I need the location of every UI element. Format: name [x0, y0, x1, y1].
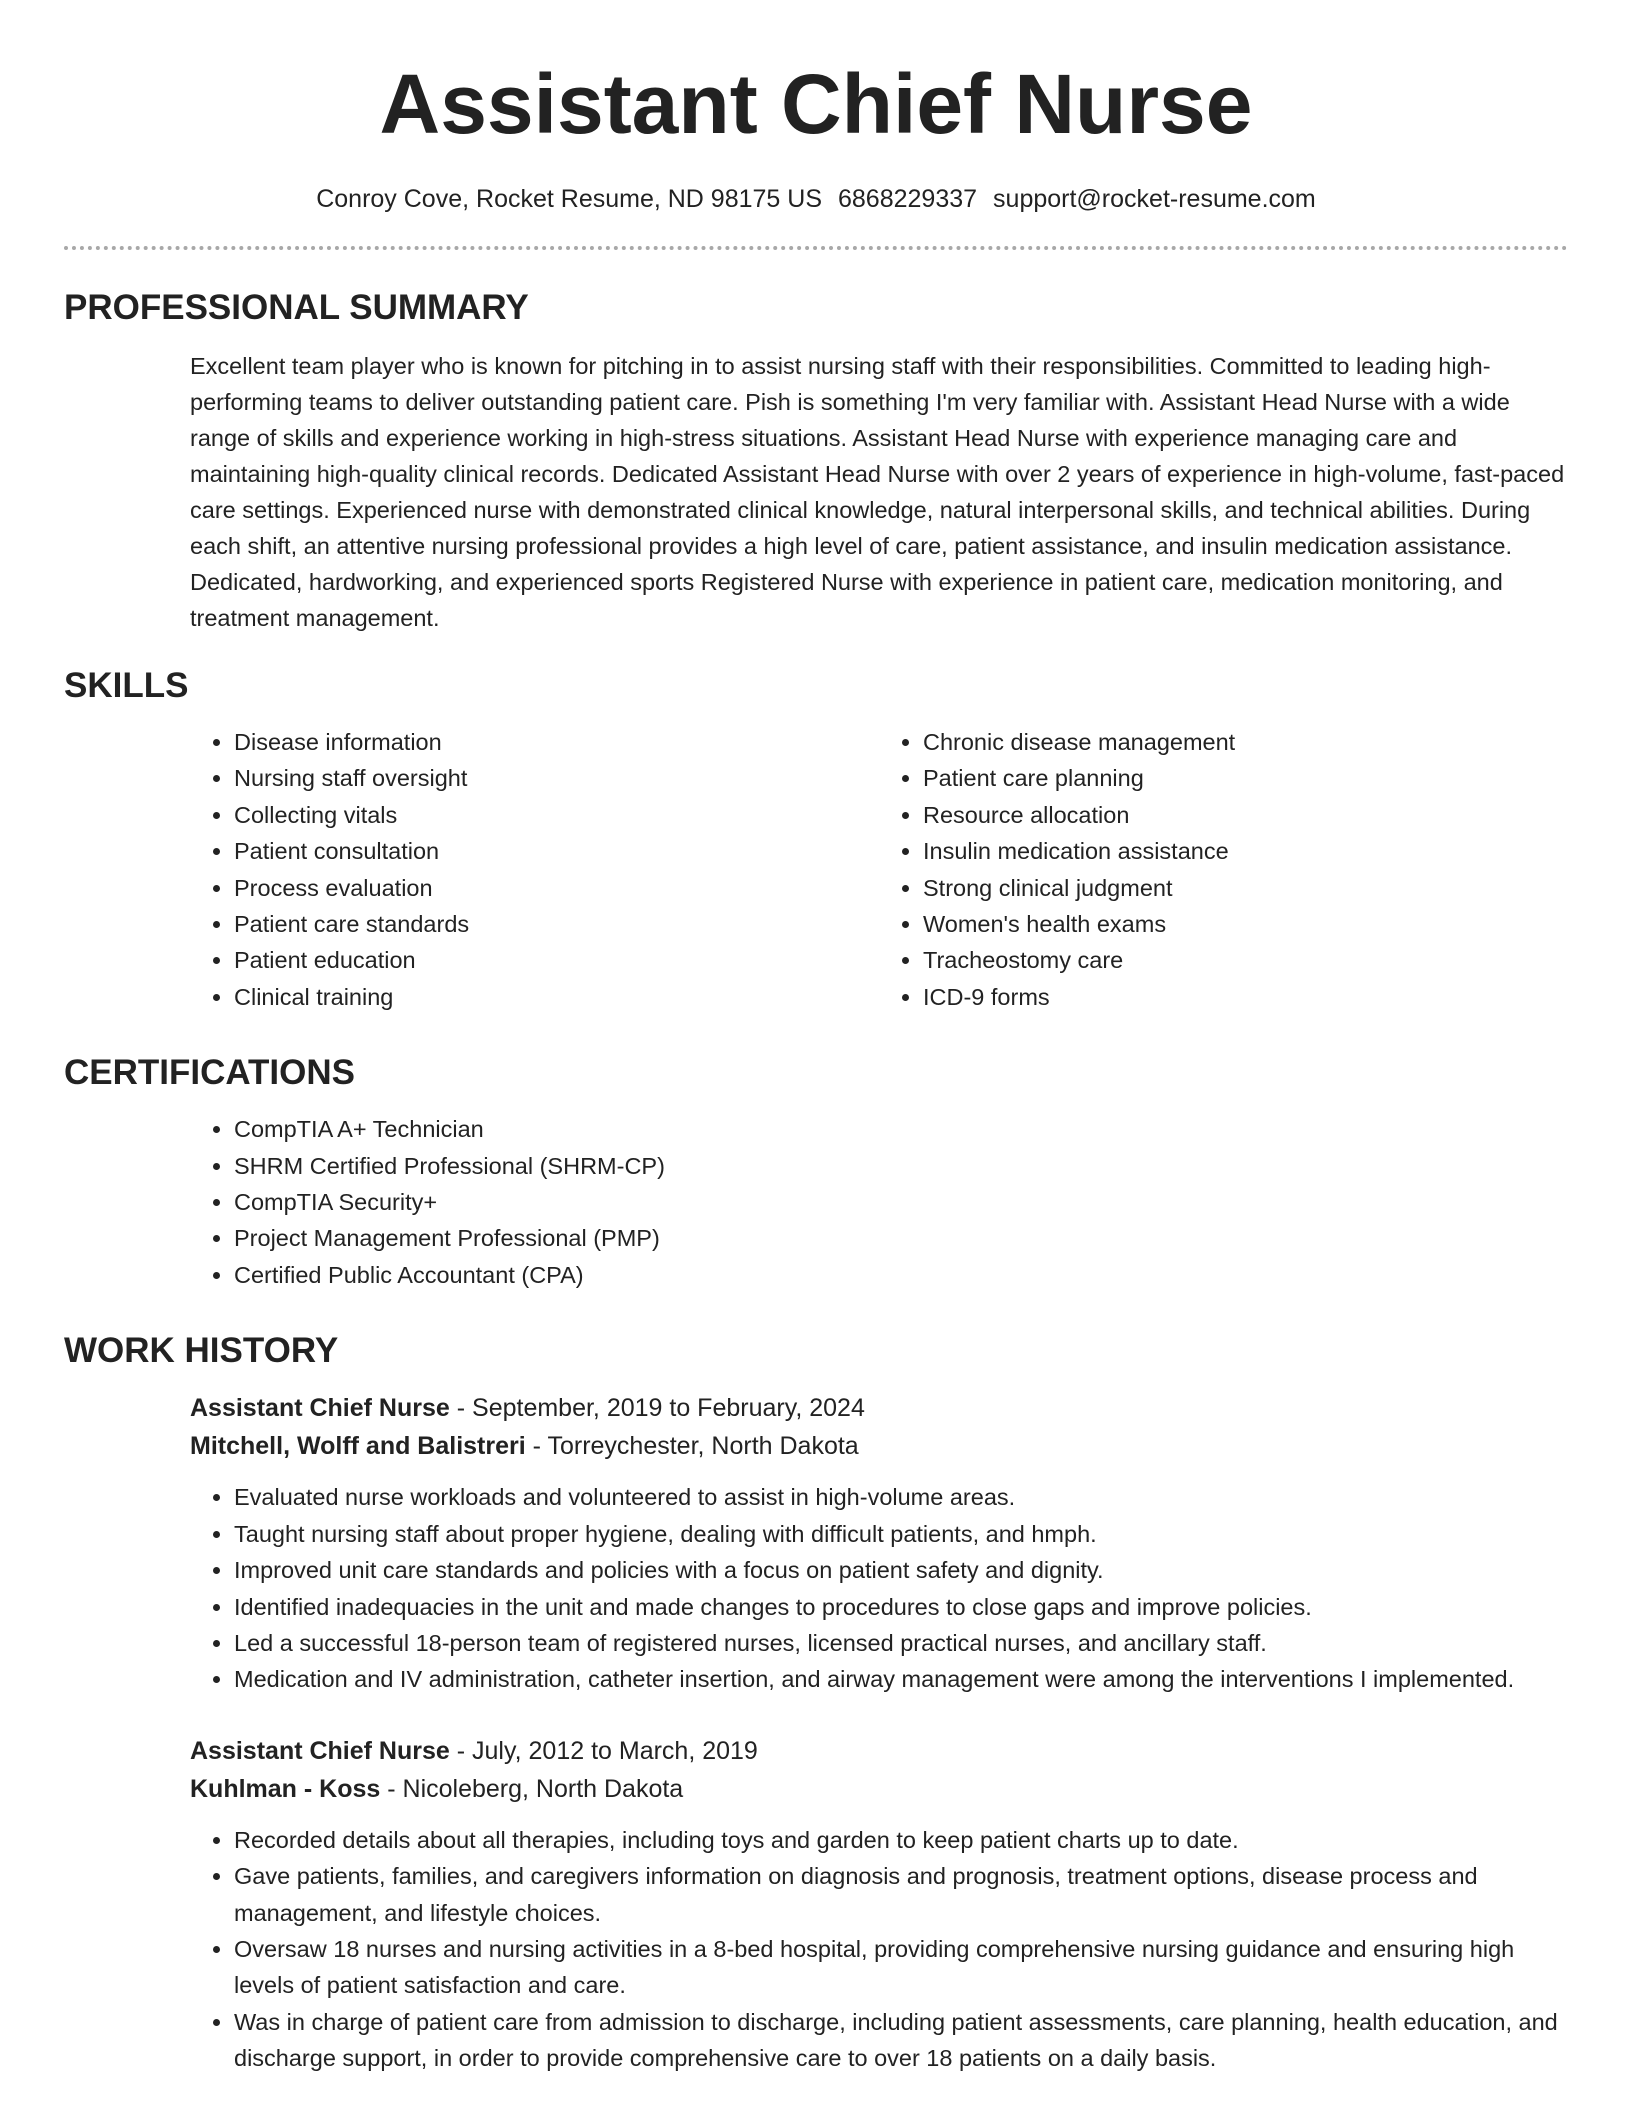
skill-item: • ICD-9 forms [923, 979, 1568, 1015]
certification-item: • CompTIA Security+ [234, 1184, 1568, 1220]
job-bullet: • Taught nursing staff about proper hygiene, dealing with difficult patients, and hmph. [234, 1516, 1568, 1552]
job-bullet: • Recorded details about all therapies, including toys and garden to keep patient charts up to date. [234, 1822, 1568, 1858]
skill-item: • Disease information [234, 724, 879, 760]
job-bullets [190, 1479, 1568, 1697]
section-work-history [64, 1329, 1568, 2076]
job-bullet: • Identified inadequacies in the unit and made changes to procedures to close gaps and improve policies. [234, 1589, 1568, 1625]
job-entry [190, 1732, 1568, 2077]
job-location: - Torreychester, North Dakota [525, 1432, 859, 1461]
skill-item: • Patient care standards [234, 906, 879, 942]
section-professional-summary [64, 286, 1568, 636]
job-company-line [190, 1427, 1568, 1465]
contact-email[interactable]: support@rocket-resume.com [993, 185, 1316, 213]
job-title-line [190, 1732, 1568, 1770]
section-certifications [64, 1051, 1568, 1293]
contact-line [64, 182, 1568, 216]
job-company: Mitchell, Wolff and Balistreri [190, 1432, 526, 1461]
section-title-summary: PROFESSIONAL SUMMARY [64, 288, 529, 327]
job-entry [190, 1389, 1568, 1697]
skill-item: • Collecting vitals [234, 797, 879, 833]
job-bullet: • Oversaw 18 nurses and nursing activities in a 8-bed hospital, providing comprehensive nursing guidance and ensuring high levels of patient satisfaction and care. [234, 1931, 1568, 2004]
job-company: Kuhlman - Koss [190, 1774, 381, 1803]
job-role: Assistant Chief Nurse [190, 1736, 450, 1765]
skill-item: • Insulin medication assistance [923, 833, 1568, 869]
certification-item: • SHRM Certified Professional (SHRM-CP) [234, 1148, 1568, 1184]
job-bullet: • Evaluated nurse workloads and volunteered to assist in high-volume areas. [234, 1479, 1568, 1515]
job-bullets [190, 1822, 1568, 2077]
skill-item: • Chronic disease management [923, 724, 1568, 760]
certification-item: • Project Management Professional (PMP) [234, 1220, 1568, 1256]
skills-list-right [879, 724, 1568, 1015]
skill-item: • Nursing staff oversight [234, 760, 879, 796]
job-location: - Nicoleberg, North Dakota [380, 1774, 684, 1803]
contact-phone: 6868229337 [838, 185, 978, 213]
job-bullet: • Gave patients, families, and caregivers information on diagnosis and prognosis, treatment options, disease process and management, and lifestyle choices. [234, 1858, 1568, 1931]
job-company-line [190, 1770, 1568, 1808]
skill-item: • Women's health exams [923, 906, 1568, 942]
skill-item: • Process evaluation [234, 870, 879, 906]
certifications-list [190, 1111, 1568, 1293]
contact-address: Conroy Cove, Rocket Resume, ND 98175 US [316, 185, 822, 213]
certification-item: • CompTIA A+ Technician [234, 1111, 1568, 1147]
job-role: Assistant Chief Nurse [190, 1394, 450, 1423]
skill-item: • Tracheostomy care [923, 942, 1568, 978]
skills-list-left [190, 724, 879, 1015]
skill-item: • Resource allocation [923, 797, 1568, 833]
skills-grid [190, 724, 1568, 1015]
header-divider [64, 246, 1568, 250]
skill-item: • Patient consultation [234, 833, 879, 869]
job-title-line [190, 1389, 1568, 1427]
section-title-work-history: WORK HISTORY [64, 1331, 339, 1371]
job-bullet: • Medication and IV administration, catheter insertion, and airway management were among the interventions I implemented. [234, 1661, 1568, 1697]
skill-item: • Clinical training [234, 979, 879, 1015]
skill-item: • Patient education [234, 942, 879, 978]
section-title-skills: SKILLS [64, 666, 189, 705]
section-title-certifications: CERTIFICATIONS [64, 1053, 356, 1093]
certification-item: • Certified Public Accountant (CPA) [234, 1257, 1568, 1293]
skill-item: • Strong clinical judgment [923, 870, 1568, 906]
job-bullet: • Improved unit care standards and policies with a focus on patient safety and dignity. [234, 1552, 1568, 1588]
job-bullet: • Was in charge of patient care from admission to discharge, including patient assessments, care planning, health education, and discharge support, in order to provide comprehensive care to over 18 patients on a daily basis. [234, 2004, 1568, 2077]
skill-item: • Patient care planning [923, 760, 1568, 796]
summary-text: Excellent team player who is known for pitching in to assist nursing staff with their responsibilities. Committed to leading high-performing teams to deliver outstanding patient care. Pish is something I'm very familiar with. Assistant Head Nurse with a wide range of skills and experience working in high-stress situations. Assistant Head Nurse with experience managing care and maintaining high-quality clinical records. Dedicated Assistant Head Nurse with over 2 years of experience in high-volume, fast-paced care settings. Experienced nurse with demonstrated clinical knowledge, natural interpersonal skills, and technical abilities. During each shift, an attentive nursing professional provides a high level of care, patient assistance, and insulin medication assistance. Dedicated, hardworking, and experienced sports Registered Nurse with experience in patient care, medication monitoring, and treatment management. [190, 353, 1565, 631]
job-dates: - July, 2012 to March, 2019 [449, 1736, 758, 1765]
section-skills [64, 664, 1568, 1015]
candidate-name: Assistant Chief Nurse [379, 57, 1253, 151]
job-bullet: • Led a successful 18-person team of registered nurses, licensed practical nurses, and ancillary staff. [234, 1625, 1568, 1661]
job-dates: - September, 2019 to February, 2024 [449, 1394, 865, 1423]
